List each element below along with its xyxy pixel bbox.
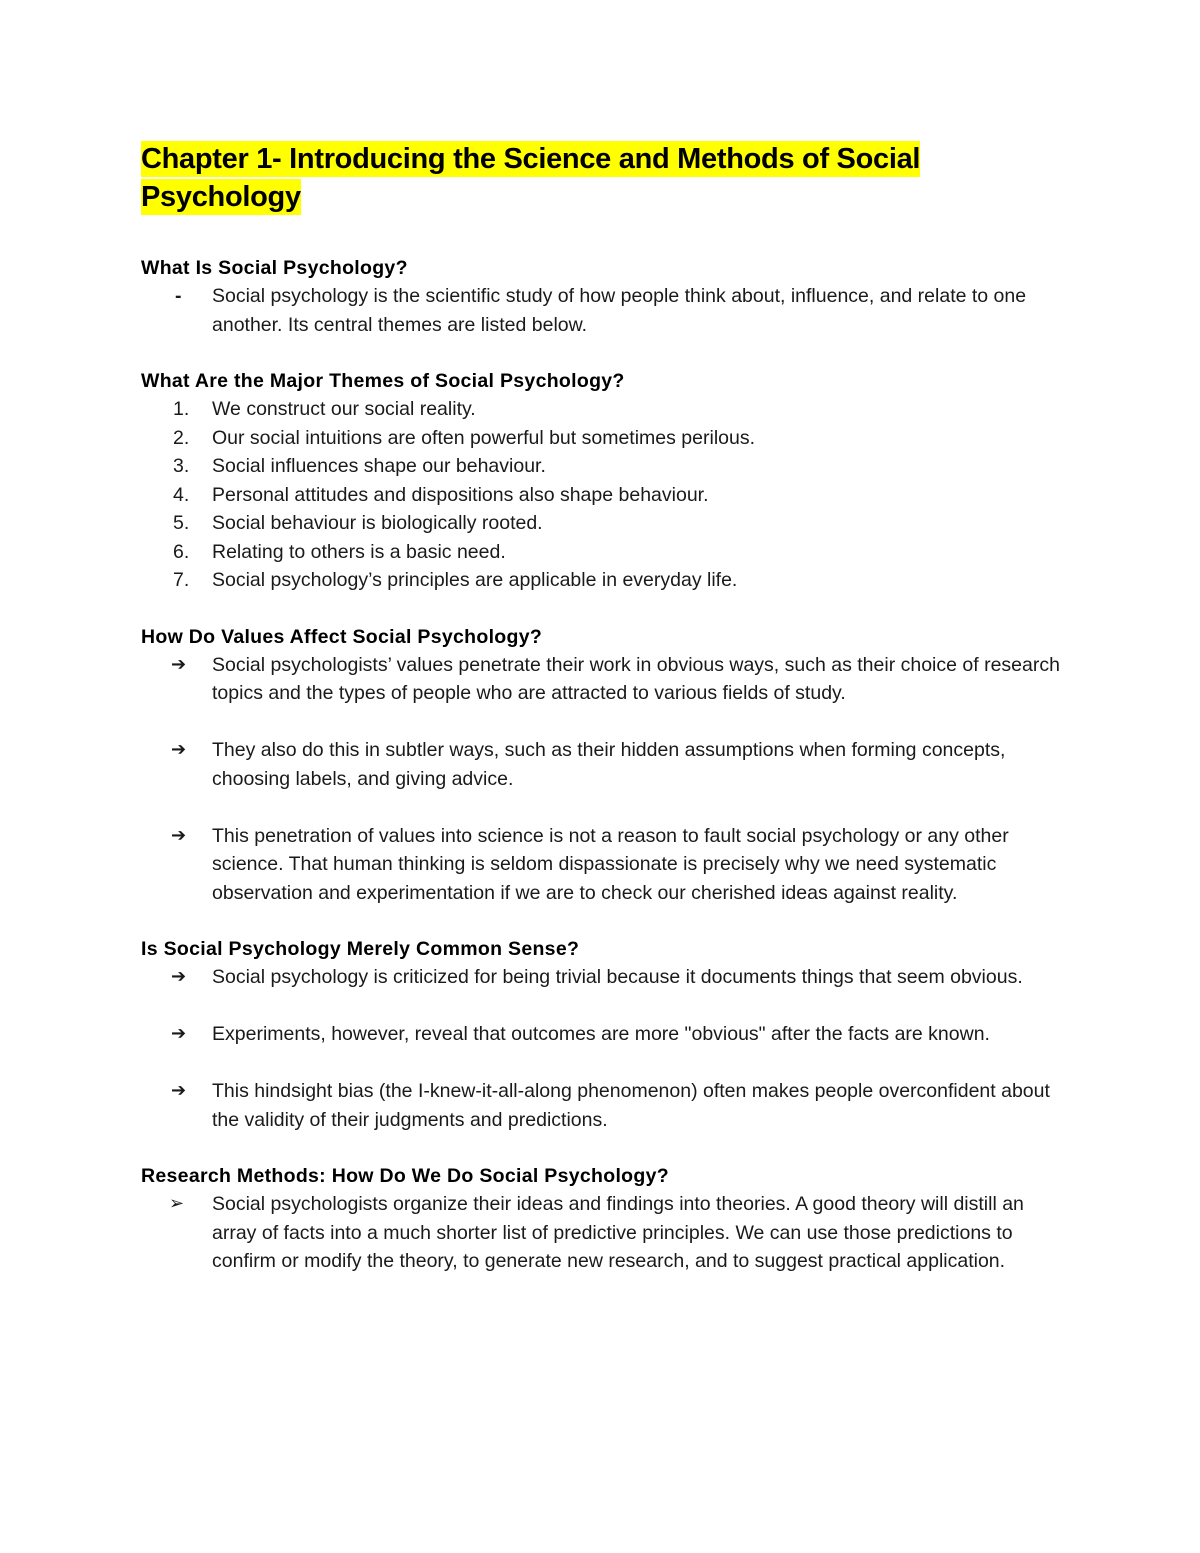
list-item-text: Social psychology is criticized for being trivial because it documents things that seem obvious.	[212, 966, 1023, 988]
list-item-text: This penetration of values into science is not a reason to fault social psychology or any other science. That human thinking is seldom dispassionate is precisely why we need systematic observation and experimentation if we are to check our cherished ideas against reality.	[212, 824, 1009, 904]
list-item	[141, 963, 1061, 992]
list-item-text: Relating to others is a basic need.	[212, 540, 506, 563]
list-item-text: Social psychology’s principles are applicable in everyday life.	[212, 569, 738, 591]
list-item	[141, 822, 1061, 908]
list-item-text: Social psychology is the scientific study of how people think about, influence, and relate to one another. Its central themes are listed below.	[212, 285, 1027, 336]
list-item-text: Social influences shape our behaviour.	[212, 455, 546, 477]
arrow-bullet-icon: ➔	[171, 1023, 187, 1044]
list-item-text: Personal attitudes and dispositions also shape behaviour.	[212, 483, 709, 506]
list-number: 7.	[173, 569, 190, 591]
section-research-methods	[141, 1162, 1061, 1276]
section-major-themes	[141, 367, 1061, 595]
list-item	[141, 1190, 1061, 1276]
list-item	[141, 651, 1061, 708]
list-item	[141, 424, 1061, 453]
document-page	[141, 140, 1061, 1304]
list-item	[141, 452, 1061, 481]
document-title	[141, 140, 1061, 216]
triangle-list	[141, 1190, 1061, 1276]
list-item-text: They also do this in subtler ways, such as their hidden assumptions when forming concepts, choosing labels, and giving advice.	[212, 739, 1006, 790]
list-number: 2.	[173, 426, 190, 449]
list-number: 4.	[173, 483, 190, 506]
list-item	[141, 1077, 1061, 1134]
list-item	[141, 1020, 1061, 1049]
arrow-bullet-icon: ➔	[171, 824, 187, 846]
list-item	[141, 736, 1061, 793]
arrow-list	[141, 963, 1061, 1134]
triangle-arrow-bullet-icon: ➢	[169, 1193, 185, 1214]
list-number: 1.	[173, 398, 190, 420]
list-item-text: This hindsight bias (the I-knew-it-all-along phenomenon) often makes people overconfident about the validity of their judgments and predictions.	[212, 1080, 1050, 1131]
arrow-bullet-icon: ➔	[171, 966, 187, 987]
section-values-affect	[141, 623, 1061, 908]
list-item-text: Social psychologists organize their ideas and findings into theories. A good theory will distill an array of facts into a much shorter list of predictive principles. We can use those predictions to confirm or modify the theory, to generate new research, and to suggest practical application.	[212, 1193, 1024, 1272]
title-highlight: Chapter 1- Introducing the Science and Methods of Social Psychology	[141, 143, 921, 213]
list-number: 3.	[173, 455, 190, 477]
list-item-text: We construct our social reality.	[212, 398, 476, 420]
section-heading: Is Social Psychology Merely Common Sense?	[141, 938, 580, 960]
arrow-list	[141, 651, 1061, 908]
arrow-bullet-icon: ➔	[171, 653, 187, 675]
numbered-list	[141, 395, 1061, 595]
section-heading: What Is Social Psychology?	[141, 257, 408, 279]
bullet-list	[141, 282, 1061, 339]
section-heading: Research Methods: How Do We Do Social Psychology?	[141, 1165, 669, 1187]
section-heading: How Do Values Affect Social Psychology?	[141, 625, 543, 648]
list-item	[141, 566, 1061, 595]
section-common-sense	[141, 935, 1061, 1134]
list-item	[141, 481, 1061, 510]
list-item-text: Experiments, however, reveal that outcomes are more "obvious" after the facts are known.	[212, 1023, 990, 1045]
section-heading: What Are the Major Themes of Social Psychology?	[141, 370, 625, 392]
list-item	[141, 282, 1061, 339]
list-number: 6.	[173, 540, 190, 563]
arrow-bullet-icon: ➔	[171, 1080, 187, 1101]
dash-bullet-icon: -	[175, 285, 182, 307]
list-item	[141, 538, 1061, 567]
arrow-bullet-icon: ➔	[171, 739, 187, 760]
section-what-is-social-psychology	[141, 254, 1061, 339]
list-item-text: Social psychologists’ values penetrate their work in obvious ways, such as their choice of research topics and the types of people who are attracted to various fields of study.	[212, 653, 1060, 704]
list-item	[141, 395, 1061, 424]
list-item-text: Social behaviour is biologically rooted.	[212, 512, 543, 534]
list-item-text: Our social intuitions are often powerful but sometimes perilous.	[212, 426, 756, 449]
list-number: 5.	[173, 512, 190, 534]
list-item	[141, 509, 1061, 538]
